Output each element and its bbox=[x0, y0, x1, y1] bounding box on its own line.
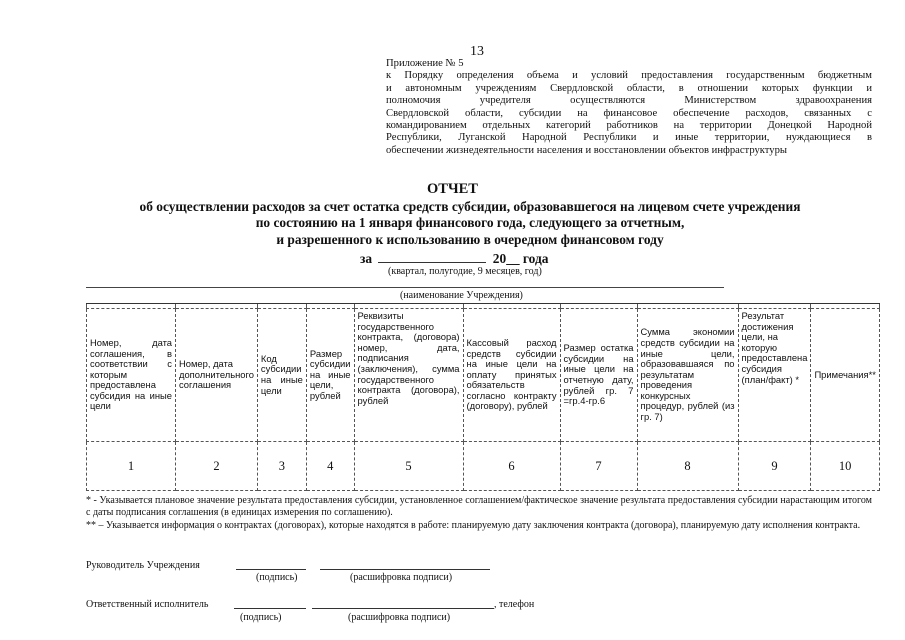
column-header: Сумма экономии средств субсидии на иные цели, образовавшаяся по результатам проведения конкурсных процедур, рублей (из гр. 7) bbox=[637, 309, 738, 442]
executor-label: Ответственный исполнитель bbox=[86, 599, 209, 610]
annex-line: Приложение № 5 bbox=[386, 58, 464, 69]
column-number: 8 bbox=[637, 442, 738, 491]
table-header-row bbox=[87, 309, 880, 442]
institution-label: (наименование Учреждения) bbox=[400, 290, 523, 301]
footnote-2: ** – Указывается информация о контрактах (договорах), которые находятся в работе: планируемую дату заключения контракта (договора), планируемую дату исполнения контракта. bbox=[86, 520, 861, 531]
column-header: Кассовый расход средств субсидии на иные цели на оплату принятых обязательств согласно контракту (договору), рублей bbox=[463, 309, 560, 442]
column-header: Номер, дата дополнительного соглашения bbox=[176, 309, 258, 442]
annex-line: Республики, Луганской Народной Республики и иные территории, нуждающиеся в bbox=[386, 132, 872, 144]
column-number: 6 bbox=[463, 442, 560, 491]
column-number: 1 bbox=[87, 442, 176, 491]
executor-decoding-field[interactable] bbox=[312, 597, 494, 609]
column-header: Реквизиты государственного контракта, (договора) номер, дата, подписания (заключения), сумма государственного контракта (договора), рублей bbox=[354, 309, 463, 442]
table-number-row bbox=[87, 442, 880, 491]
period-blank-field[interactable] bbox=[378, 251, 486, 263]
head-signature-hint: (подпись) bbox=[256, 572, 298, 583]
column-header: Размер остатка субсидии на иные цели на отчетную дату, рублей гр. 7 =гр.4-гр.6 bbox=[560, 309, 637, 442]
page-number: 13 bbox=[470, 44, 484, 59]
period-hint: (квартал, полугодие, 9 месяцев, год) bbox=[388, 266, 542, 277]
column-number: 2 bbox=[176, 442, 258, 491]
annex-line: к Порядку определения объема и условий предоставления государственным бюджетным bbox=[386, 70, 872, 82]
annex-line: Свердловской области, субсидии на финансовое обеспечение расходов, связанных с bbox=[386, 107, 872, 119]
annex-block bbox=[386, 58, 872, 157]
head-signature-field[interactable] bbox=[236, 558, 306, 570]
report-subtitle-line2: по состоянию на 1 января финансового года, следующего за отчетным, bbox=[255, 215, 685, 230]
institution-name-field[interactable] bbox=[86, 287, 724, 288]
report-subtitle-line3: и разрешенного к использованию в очередном финансовом году bbox=[276, 232, 664, 247]
column-number: 9 bbox=[738, 442, 811, 491]
footnote-1: * - Указывается плановое значение результата предоставления субсидии, установленное соглашением/фактическое значение результата предоставления субсидии нарастающим итогом с даты подписания соглашения (в единицах измерения по соглашению). bbox=[86, 495, 872, 519]
annex-line: полномочия учредителя осуществляются Министерством здравоохранения bbox=[386, 95, 872, 107]
column-number: 7 bbox=[560, 442, 637, 491]
column-number: 4 bbox=[306, 442, 354, 491]
report-title: ОТЧЕТ bbox=[427, 181, 478, 197]
column-header: Номер, дата соглашения, в соответствии с которым предоставлена субсидия на иные цели bbox=[87, 309, 176, 442]
column-header: Размер субсидии на иные цели, рублей bbox=[306, 309, 354, 442]
executor-decoding-hint: (расшифровка подписи) bbox=[348, 612, 451, 623]
column-number: 10 bbox=[811, 442, 879, 491]
head-signature-label: Руководитель Учреждения bbox=[86, 560, 200, 571]
column-header: Результат достижения цели, на которую предоставлена субсидия (план/факт) * bbox=[738, 309, 811, 442]
annex-line: и автономным учреждениям Свердловской области, в отношении которых функции и bbox=[386, 82, 872, 94]
report-subtitle-line1: об осуществлении расходов за счет остатка средств субсидии, образовавшегося на лицевом счете учреждения bbox=[139, 199, 801, 214]
phone-label: , телефон bbox=[494, 599, 535, 610]
column-number: 5 bbox=[354, 442, 463, 491]
executor-signature-field[interactable] bbox=[234, 597, 306, 609]
column-header: Примечания** bbox=[811, 309, 879, 442]
executor-signature-hint: (подпись) bbox=[240, 612, 282, 623]
annex-line: командированием отдельных категорий работников на территории Донецкой Народной bbox=[386, 119, 872, 131]
head-decoding-hint: (расшифровка подписи) bbox=[350, 572, 453, 583]
period-suffix: 20__ года bbox=[492, 251, 549, 266]
report-table bbox=[86, 303, 880, 491]
head-decoding-field[interactable] bbox=[320, 558, 490, 570]
report-period bbox=[360, 251, 548, 267]
column-number: 3 bbox=[257, 442, 306, 491]
period-prefix: за bbox=[360, 251, 373, 266]
annex-line: обеспечении жизнедеятельности населения и восстановлении объектов инфраструктуры bbox=[386, 144, 787, 156]
column-header: Код субсидии на иные цели bbox=[257, 309, 306, 442]
